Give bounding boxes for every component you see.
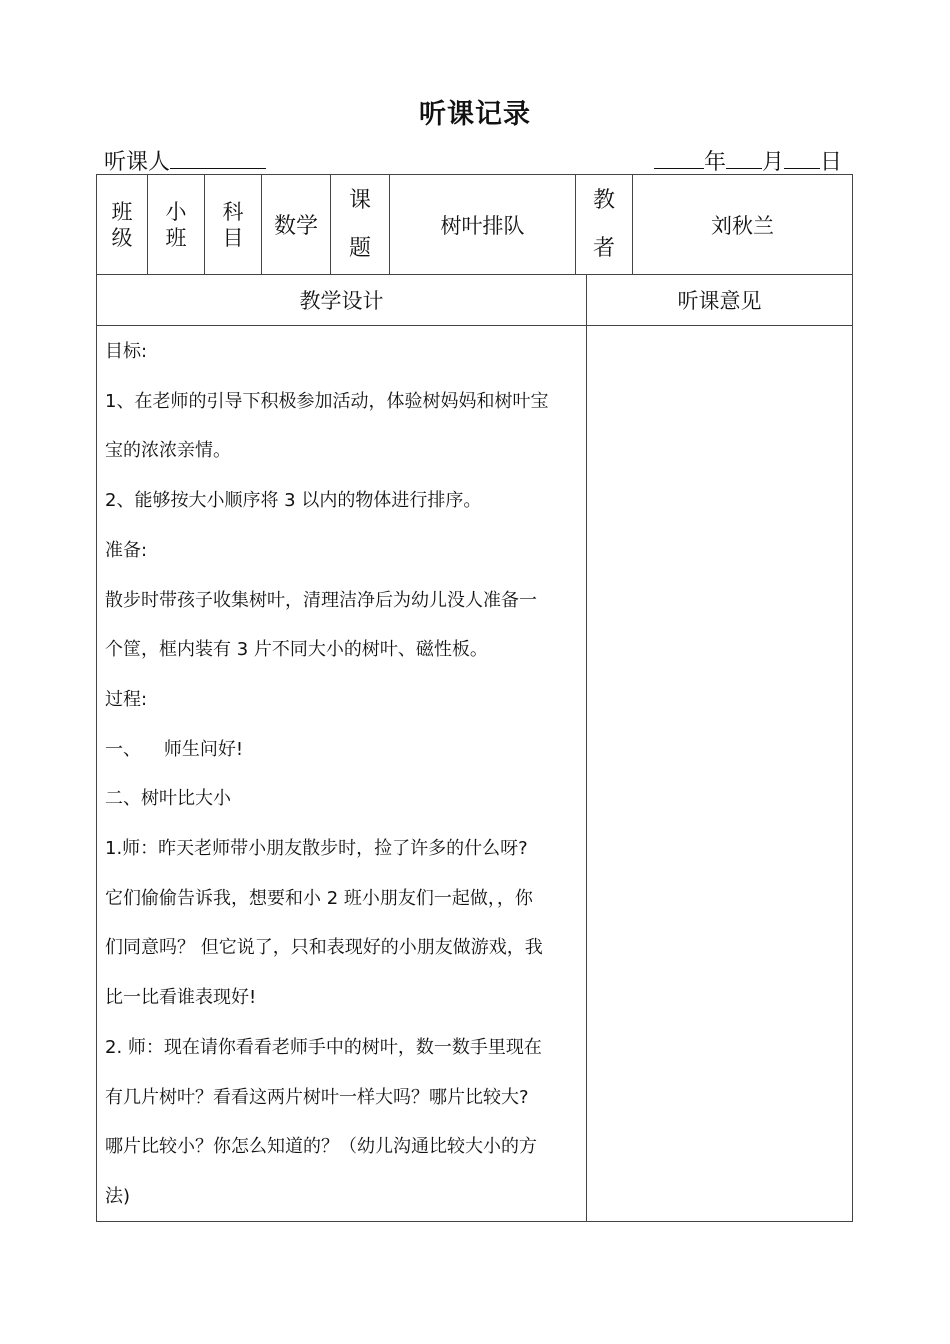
class-label-char: 班 xyxy=(111,199,133,224)
listening-opinion-header: 听课意见 xyxy=(677,289,762,313)
content-line: 2. 师：现在请你看看老师手中的树叶，数一数手里现在 xyxy=(105,1036,542,1058)
subject-value-cell: 数学 xyxy=(273,214,318,239)
content-line: 有几片树叶？看看这两片树叶一样大吗？哪片比较大? xyxy=(105,1086,529,1108)
subject-label-char: 目 xyxy=(222,225,244,250)
content-line: 它们偷偷告诉我，想要和小 2 班小朋友们一起做，，你 xyxy=(105,887,533,909)
class-value-char: 班 xyxy=(165,225,187,250)
topic-value-cell: 树叶排队 xyxy=(440,213,525,238)
content-line: 1.师：昨天老师带小朋友散步时，捡了许多的什么呀? xyxy=(105,838,528,860)
topic-label-char: 课 xyxy=(348,187,371,213)
day-label: 日 xyxy=(819,150,842,175)
content-line: 比一比看谁表现好! xyxy=(105,987,257,1009)
year-blank[interactable] xyxy=(654,146,704,169)
content-line: 个筐，框内装有 3 片不同大小的树叶、磁性板。 xyxy=(105,639,488,661)
content-line: 哪片比较小？你怎么知道的？（幼儿沟通比较大小的方 xyxy=(105,1136,537,1158)
opinion-area[interactable] xyxy=(587,326,852,1221)
subject-label-cell xyxy=(205,175,261,274)
content-line: 过程: xyxy=(105,688,148,710)
teaching-design-header: 教学设计 xyxy=(299,289,384,313)
year-label: 年 xyxy=(703,150,726,175)
teacher-value-cell: 刘秋兰 xyxy=(711,213,774,238)
class-label-char: 级 xyxy=(111,225,133,250)
content-line: 目标: xyxy=(105,341,148,362)
page-title: 听课记录 xyxy=(419,99,531,130)
content-line: 1、在老师的引导下积极参加活动，体验树妈妈和树叶宝 xyxy=(105,390,549,412)
content-line: 一、 师生问好! xyxy=(105,738,244,760)
teaching-design-content xyxy=(105,327,583,1222)
content-line: 二、树叶比大小 xyxy=(105,788,231,810)
topic-label-cell xyxy=(331,175,389,274)
content-line: 散步时带孩子收集树叶，清理洁净后为幼儿没人准备一 xyxy=(105,589,537,611)
class-value-char: 小 xyxy=(165,199,187,224)
teacher-label-char: 教 xyxy=(592,187,615,213)
day-blank[interactable] xyxy=(784,146,820,169)
month-blank[interactable] xyxy=(726,146,762,169)
content-line: 2、能够按大小顺序将 3 以内的物体进行排序。 xyxy=(105,490,482,512)
teacher-label-cell xyxy=(576,175,632,274)
content-line: 宝的浓浓亲情。 xyxy=(105,440,231,462)
listener-label: 听课人 xyxy=(104,150,171,175)
content-line: 准备: xyxy=(105,539,148,561)
month-label: 月 xyxy=(761,150,784,175)
topic-label-char: 题 xyxy=(348,235,371,261)
class-value-cell xyxy=(148,175,204,274)
teacher-label-char: 者 xyxy=(592,235,615,261)
content-line: 们同意吗？ 但它说了，只和表现好的小朋友做游戏，我 xyxy=(105,937,543,959)
subject-label-char: 科 xyxy=(222,199,244,224)
class-label-cell xyxy=(97,175,147,274)
content-line: 法) xyxy=(105,1185,131,1207)
listener-blank[interactable] xyxy=(170,146,266,169)
